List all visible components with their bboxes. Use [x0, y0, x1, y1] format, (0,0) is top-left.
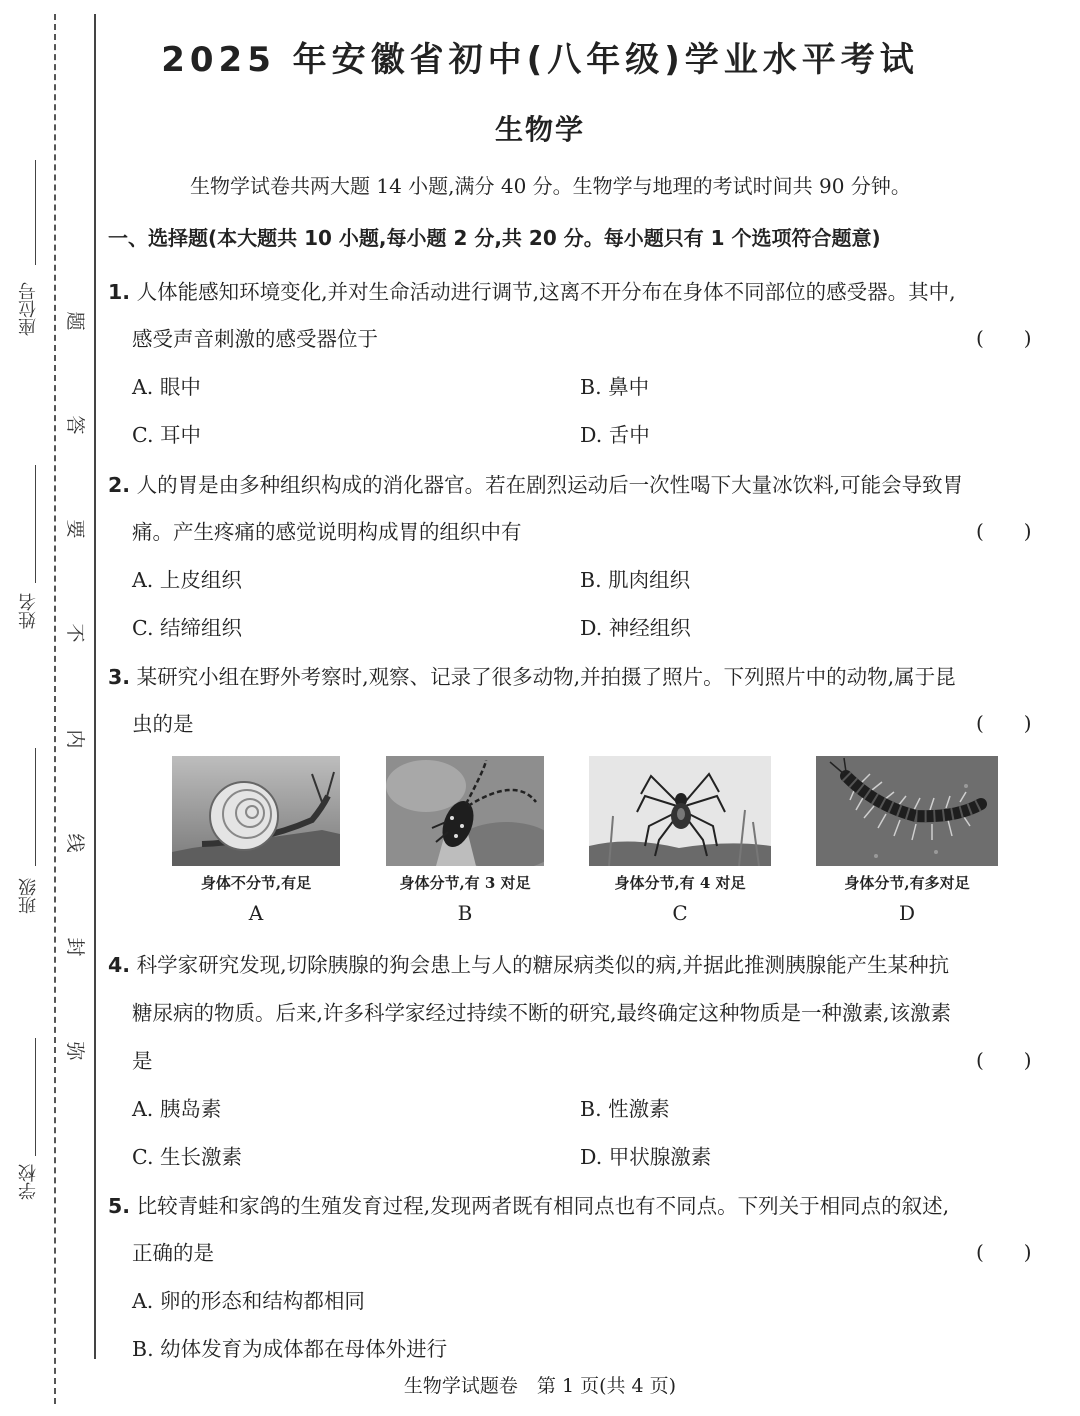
- option-a[interactable]: A. 上皮组织: [132, 568, 242, 592]
- question-2-stem: 2. 人的胃是由多种组织构成的消化器官。若在剧烈运动后一次性喝下大量冰饮料,可能会导致胃: [108, 473, 964, 497]
- question-4-stem-line: 糖尿病的物质。后来,许多科学家经过持续不断的研究,最终确定这种物质是一种激素,该激素: [132, 1001, 952, 1025]
- question-5-stem-line: 正确的是: [132, 1241, 214, 1265]
- option-c[interactable]: C. 耳中: [132, 423, 201, 447]
- photo-letter[interactable]: C: [672, 901, 688, 925]
- seat-number-fill-line: [35, 160, 36, 265]
- section-header: 一、选择题(本大题共 10 小题,每小题 2 分,共 20 分。每小题只有 1 个选项符合题意): [108, 226, 881, 250]
- binding-notice-char: 内: [66, 726, 86, 749]
- photo-caption: 身体不分节,有足: [200, 874, 312, 892]
- option-d[interactable]: D. 甲状腺激素: [580, 1145, 712, 1169]
- option-c[interactable]: C. 生长激素: [132, 1145, 242, 1169]
- answer-blank[interactable]: ( ): [976, 711, 1032, 735]
- binding-dashed-line: [54, 14, 56, 1404]
- option-d[interactable]: D. 神经组织: [580, 616, 691, 640]
- option-a[interactable]: A. 胰岛素: [132, 1097, 222, 1121]
- centipede-photo[interactable]: [816, 756, 998, 866]
- answer-blank[interactable]: ( ): [976, 519, 1032, 543]
- binding-notice-char: 不: [66, 620, 86, 643]
- binding-notice-char: 封: [66, 934, 86, 957]
- option-a[interactable]: A. 眼中: [132, 375, 201, 399]
- photo-letter[interactable]: A: [248, 901, 264, 925]
- exam-title: 2025 年安徽省初中(八年级)学业水平考试: [161, 40, 919, 80]
- answer-blank[interactable]: ( ): [976, 326, 1032, 350]
- binding-notice-char: 题: [66, 308, 86, 331]
- binding-solid-line: [94, 14, 96, 1359]
- binding-notice-char: 答: [66, 412, 86, 435]
- photo-caption: 身体分节,有 3 对足: [399, 874, 531, 892]
- question-number: 2.: [108, 473, 131, 497]
- binding-notice-char: 线: [66, 830, 86, 853]
- question-3-stem-line: 虫的是: [132, 712, 194, 736]
- question-5-stem: 5. 比较青蛙和家鸽的生殖发育过程,发现两者既有相同点也有不同点。下列关于相同点的叙述,: [108, 1194, 950, 1218]
- page-footer: 生物学试题卷 第 1 页(共 4 页): [403, 1375, 677, 1397]
- question-1-stem-line: 感受声音刺激的感受器位于: [132, 327, 378, 351]
- question-3-stem: 3. 某研究小组在野外考察时,观察、记录了很多动物,并拍摄了照片。下列照片中的动物,属于昆: [108, 665, 956, 689]
- binding-notice-char: 弥: [66, 1038, 86, 1061]
- class-label: 班级: [18, 878, 39, 914]
- option-b[interactable]: B. 性激素: [580, 1097, 670, 1121]
- exam-intro: 生物学试卷共两大题 14 小题,满分 40 分。生物学与地理的考试时间共 90 分钟。: [190, 174, 911, 198]
- option-b[interactable]: B. 鼻中: [580, 375, 650, 399]
- photo-caption: 身体分节,有 4 对足: [614, 874, 746, 892]
- beetle-photo[interactable]: [386, 756, 544, 866]
- school-fill-line: [35, 1038, 36, 1156]
- snail-photo[interactable]: [172, 756, 340, 866]
- subject-title: 生物学: [494, 113, 585, 146]
- question-4-stem-line: 是: [132, 1049, 153, 1073]
- binding-notice-char: 要: [66, 516, 86, 539]
- option-b[interactable]: B. 肌肉组织: [580, 568, 691, 592]
- answer-blank[interactable]: ( ): [976, 1048, 1032, 1072]
- question-number: 3.: [108, 665, 131, 689]
- seat-number-label: 座位号: [18, 282, 39, 336]
- question-number: 5.: [108, 1194, 131, 1218]
- option-b[interactable]: B. 幼体发育为成体都在母体外进行: [132, 1337, 448, 1361]
- option-a[interactable]: A. 卵的形态和结构都相同: [132, 1289, 365, 1313]
- question-4-stem: 4. 科学家研究发现,切除胰腺的狗会患上与人的糖尿病类似的病,并据此推测胰腺能产生某种抗: [108, 953, 950, 977]
- photo-letter[interactable]: B: [457, 901, 473, 925]
- question-number: 4.: [108, 953, 131, 977]
- class-fill-line: [35, 748, 36, 866]
- option-c[interactable]: C. 结缔组织: [132, 616, 242, 640]
- option-d[interactable]: D. 舌中: [580, 423, 650, 447]
- question-number: 1.: [108, 280, 131, 304]
- answer-blank[interactable]: ( ): [976, 1240, 1032, 1264]
- question-2-stem-line: 痛。产生疼痛的感觉说明构成胃的组织中有: [132, 520, 522, 544]
- photo-caption: 身体分节,有多对足: [844, 874, 970, 892]
- spider-photo[interactable]: [589, 756, 771, 866]
- photo-letter[interactable]: D: [898, 901, 916, 925]
- question-1-stem: 1. 人体能感知环境变化,并对生命活动进行调节,这离不开分布在身体不同部位的感受器。其中,: [108, 280, 956, 304]
- school-label: 学校: [18, 1164, 39, 1200]
- name-label: 姓名: [18, 593, 39, 629]
- name-fill-line: [35, 465, 36, 583]
